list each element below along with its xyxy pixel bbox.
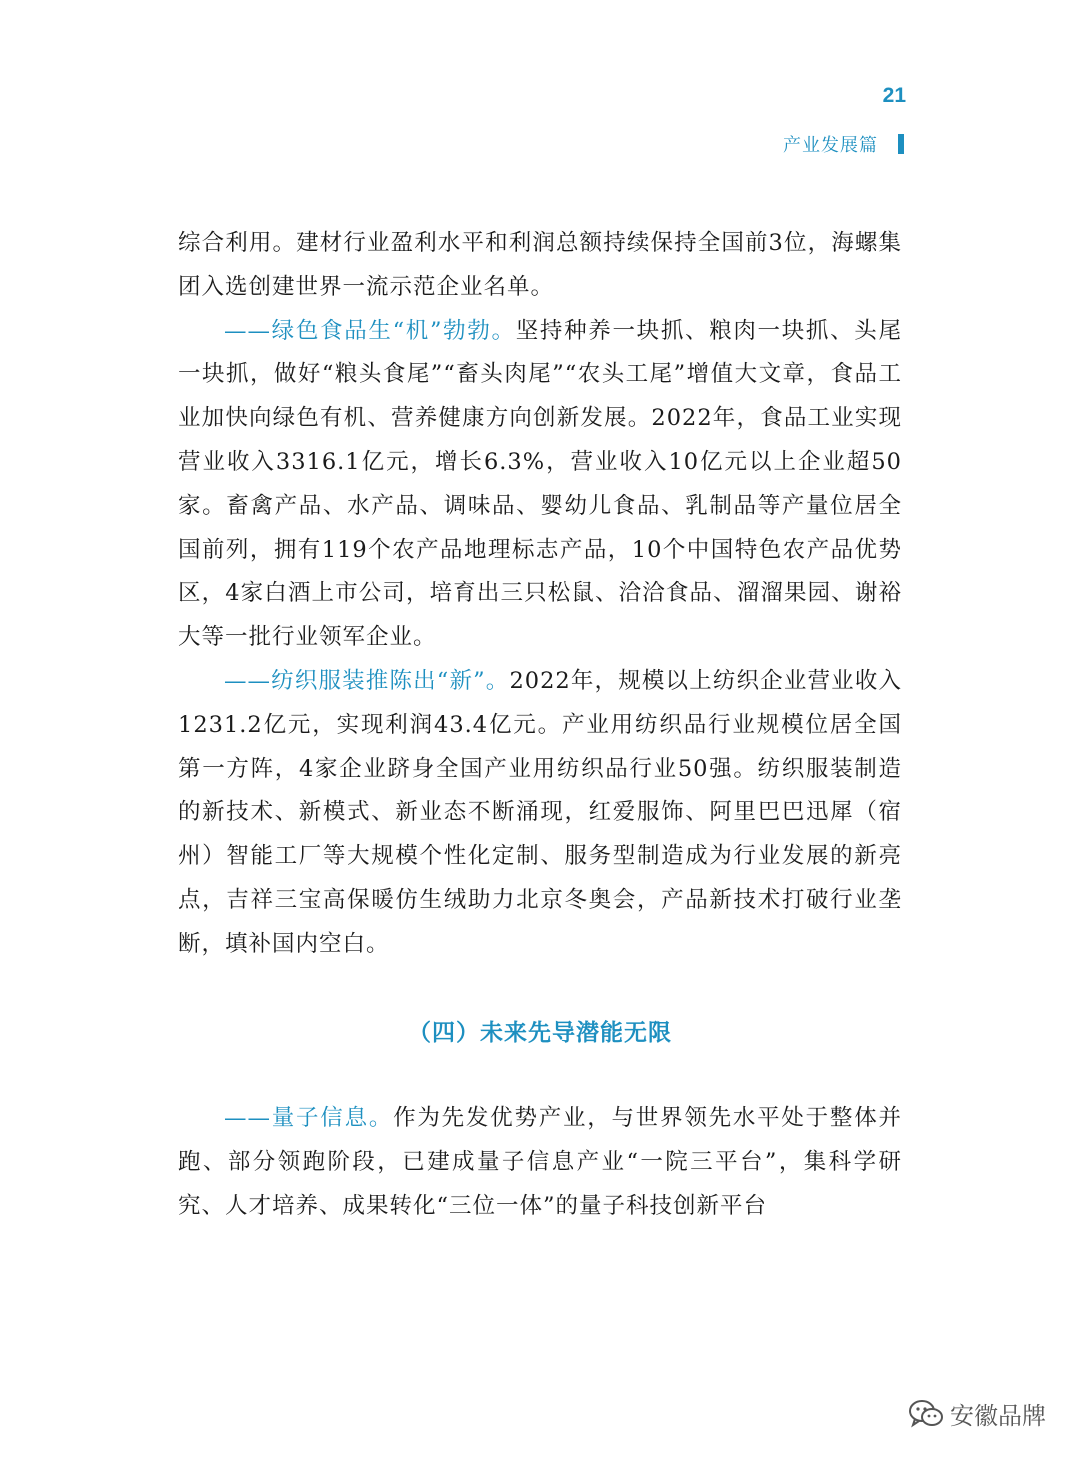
paragraph <box>178 222 902 310</box>
paragraph-lead: ——绿色食品生“机”勃勃。 <box>224 317 516 344</box>
section-header <box>783 131 904 157</box>
section-marker-bar <box>898 134 904 154</box>
paragraph-text: 作为先发优势产业，与世界领先水平处于整体并跑、部分领跑阶段，已建成量子信息产业“一院三平台”，集科学研究、人才培养、成果转化“三位一体”的量子科技创新平台 <box>178 1105 902 1219</box>
paragraph <box>178 660 902 967</box>
paragraph-text: 综合利用。建材行业盈利水平和利润总额持续保持全国前3位，海螺集团入选创建世界一流示范企业名单。 <box>178 230 902 300</box>
paragraph-text: 2022年，规模以上纺织企业营业收入1231.2亿元，实现利润43.4亿元。产业用纺织品行业规模位居全国第一方阵，4家企业跻身全国产业用纺织品行业50强。纺织服装制造的新技术、新模式、新业态不断涌现，红爱服饰、阿里巴巴迅犀（宿州）智能工厂等大规模个性化定制、服务型制造成为行业发展的新亮点，吉祥三宝高保暖仿生绒助力北京冬奥会，产品新技术打破行业垄断，填补国内空白。 <box>178 667 902 957</box>
watermark-text: 安徽品牌 <box>950 1402 1046 1430</box>
paragraph <box>178 310 902 660</box>
paragraph-lead: ——纺织服装推陈出“新”。 <box>224 667 510 694</box>
subheading: （四）未来先导潜能无限 <box>408 1020 672 1046</box>
page-number: 21 <box>882 84 906 107</box>
section-label: 产业发展篇 <box>783 135 878 156</box>
watermark <box>908 1396 1046 1431</box>
paragraph-text: 坚持种养一块抓、粮肉一块抓、头尾一块抓，做好“粮头食尾”“畜头肉尾”“农头工尾”增值大文章，食品工业加快向绿色有机、营养健康方向创新发展。2022年，食品工业实现营业收入3316.1亿元，增长6.3%，营业收入10亿元以上企业超50家。畜禽产品、水产品、调味品、婴幼儿食品、乳制品等产量位居全国前列，拥有119个农产品地理标志产品，10个中国特色农产品优势区，4家白酒上市公司，培育出三只松鼠、洽洽食品、溜溜果园、谢裕大等一批行业领军企业。 <box>178 317 902 651</box>
body-text <box>178 222 902 967</box>
body-text-continued <box>178 1097 902 1228</box>
paragraph-lead: ——量子信息。 <box>224 1105 394 1131</box>
paragraph <box>178 1097 902 1228</box>
wechat-icon <box>908 1399 944 1429</box>
